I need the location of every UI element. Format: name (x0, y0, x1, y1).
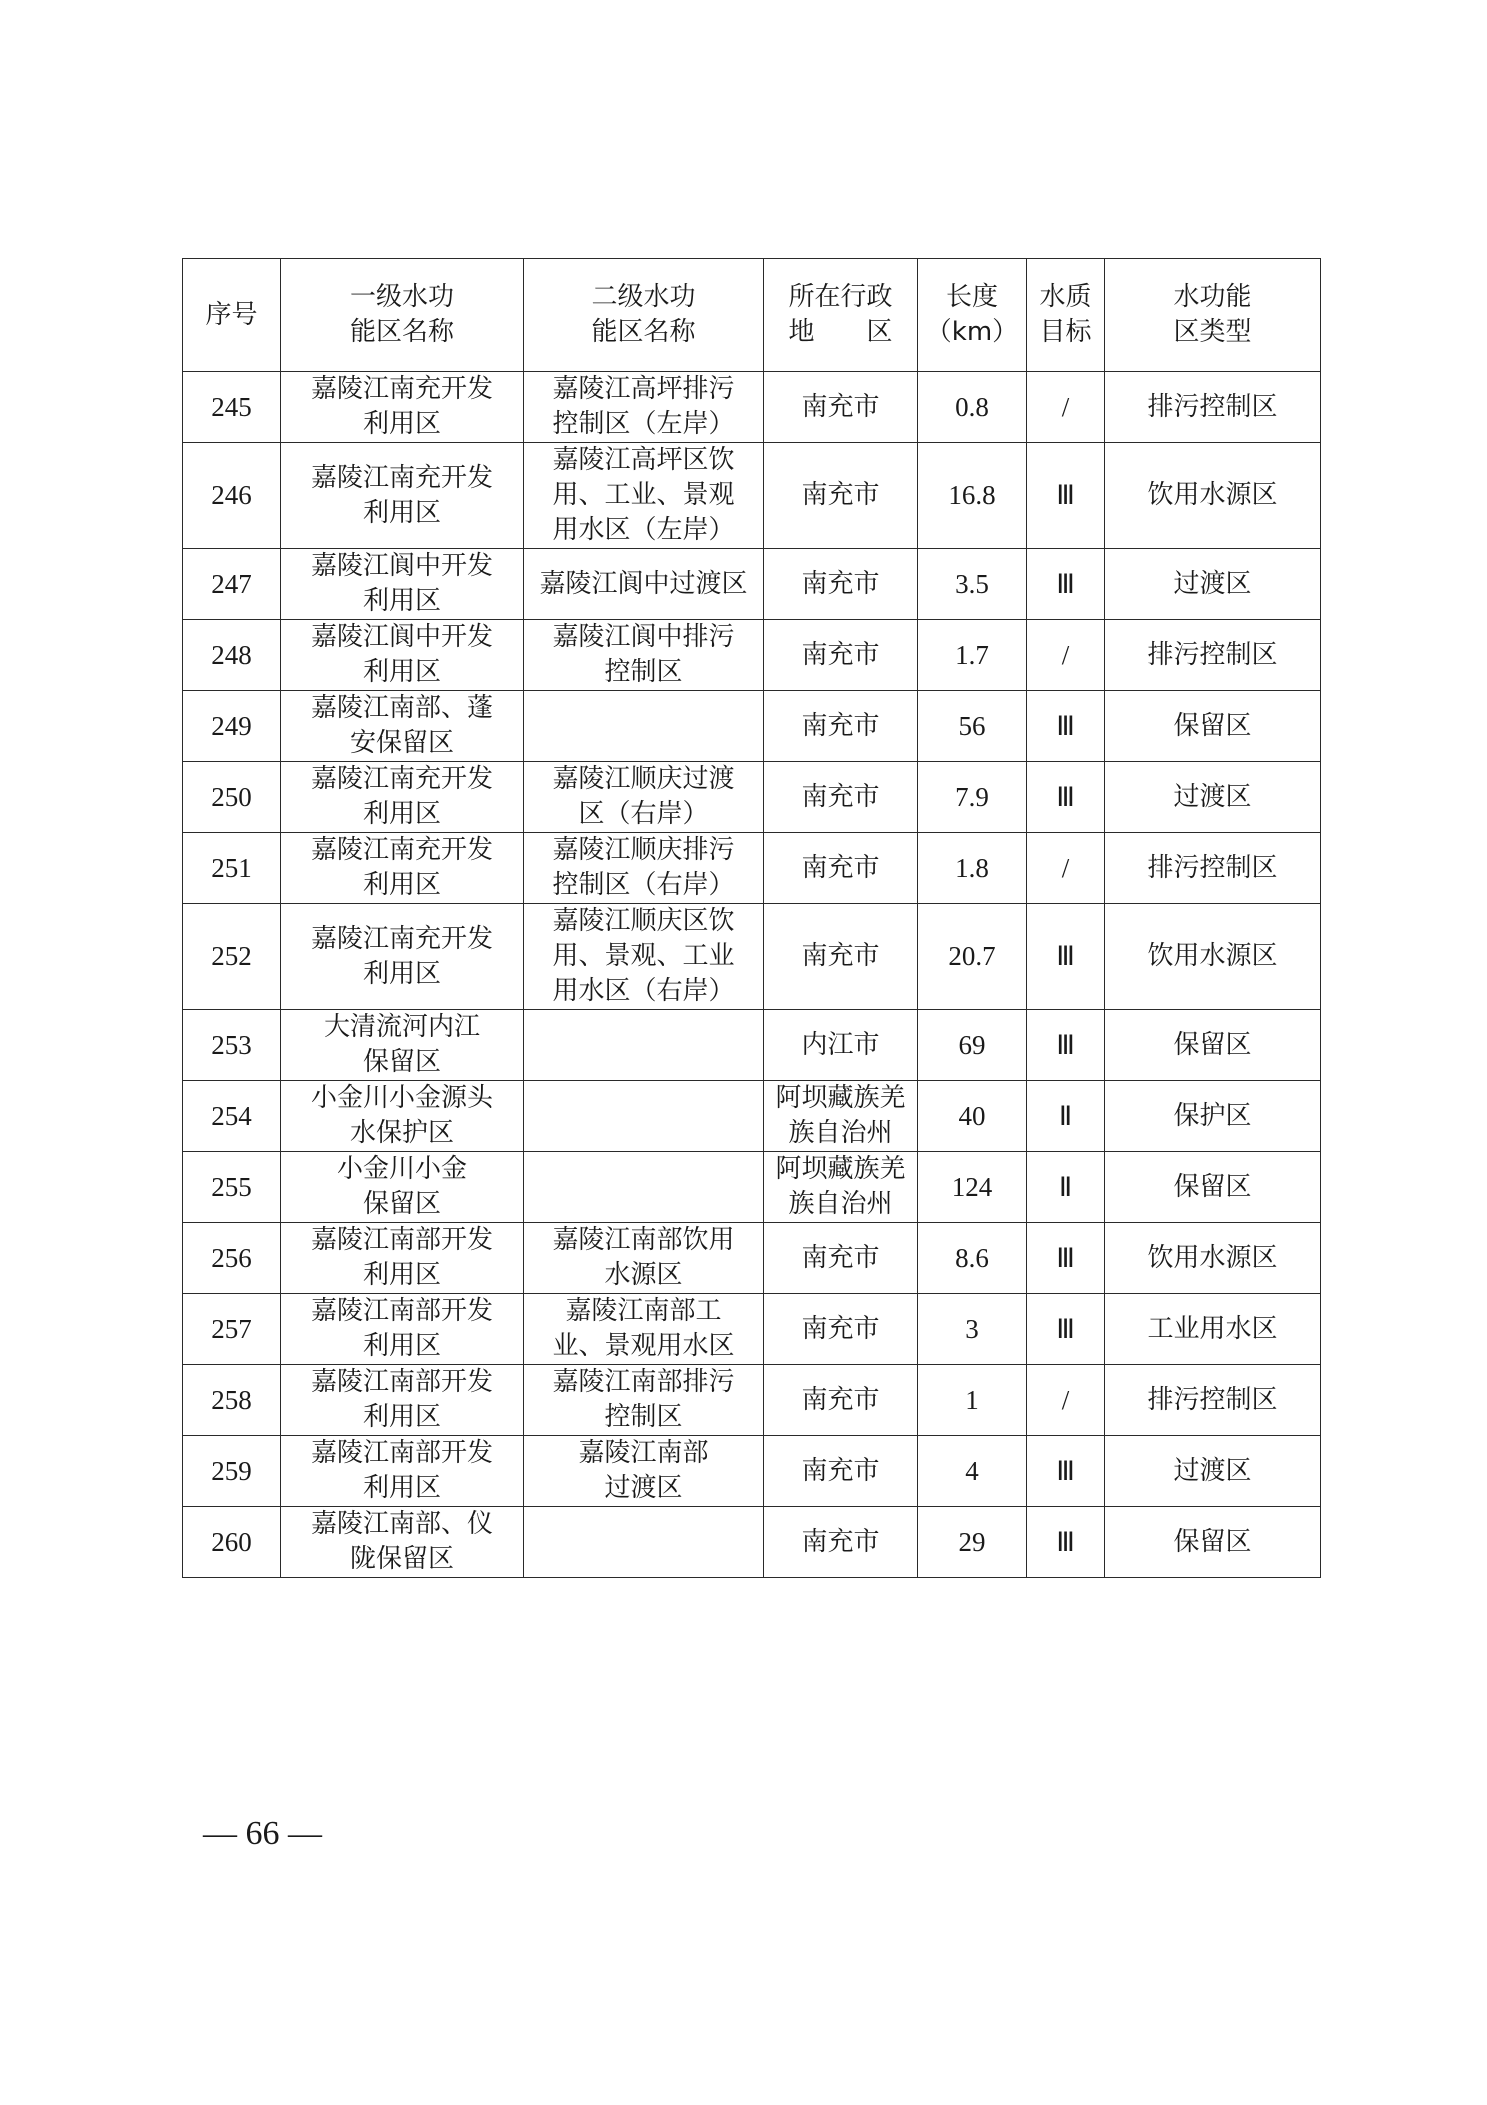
cell-level2-zone-name: 嘉陵江南部 过渡区 (524, 1436, 764, 1507)
cell-zone-type: 保留区 (1105, 1507, 1321, 1578)
cell-zone-type: 过渡区 (1105, 549, 1321, 620)
cell-level1-zone-name: 嘉陵江南充开发 利用区 (281, 904, 524, 1010)
cell-water-quality-target: Ⅲ (1027, 549, 1105, 620)
cell-level1-zone-name: 嘉陵江南部开发 利用区 (281, 1223, 524, 1294)
cell-water-quality-target: Ⅲ (1027, 1507, 1105, 1578)
header-length-km: 长度 （km） (918, 259, 1027, 372)
cell-level1-zone-name: 嘉陵江南部、仪 陇保留区 (281, 1507, 524, 1578)
cell-administrative-region: 南充市 (764, 691, 918, 762)
table-row (183, 1223, 1321, 1294)
cell-serial-number: 257 (183, 1294, 281, 1365)
cell-administrative-region: 南充市 (764, 1365, 918, 1436)
cell-administrative-region: 南充市 (764, 549, 918, 620)
cell-serial-number: 258 (183, 1365, 281, 1436)
cell-administrative-region: 南充市 (764, 1294, 918, 1365)
cell-length-km: 16.8 (918, 443, 1027, 549)
cell-administrative-region: 阿坝藏族羌 族自治州 (764, 1081, 918, 1152)
cell-zone-type: 过渡区 (1105, 762, 1321, 833)
cell-level1-zone-name: 嘉陵江南部、蓬 安保留区 (281, 691, 524, 762)
water-function-zone-table-container (182, 258, 1320, 1578)
cell-length-km: 4 (918, 1436, 1027, 1507)
cell-level2-zone-name (524, 1507, 764, 1578)
cell-level1-zone-name: 嘉陵江南部开发 利用区 (281, 1436, 524, 1507)
cell-length-km: 29 (918, 1507, 1027, 1578)
cell-level2-zone-name (524, 1010, 764, 1081)
cell-serial-number: 252 (183, 904, 281, 1010)
cell-level2-zone-name (524, 691, 764, 762)
cell-zone-type: 排污控制区 (1105, 620, 1321, 691)
cell-administrative-region: 内江市 (764, 1010, 918, 1081)
cell-serial-number: 245 (183, 372, 281, 443)
cell-level2-zone-name: 嘉陵江顺庆过渡 区（右岸） (524, 762, 764, 833)
table-row (183, 372, 1321, 443)
cell-zone-type: 工业用水区 (1105, 1294, 1321, 1365)
cell-length-km: 69 (918, 1010, 1027, 1081)
cell-zone-type: 保留区 (1105, 691, 1321, 762)
table-row (183, 833, 1321, 904)
cell-administrative-region: 阿坝藏族羌 族自治州 (764, 1152, 918, 1223)
table-row (183, 1294, 1321, 1365)
cell-serial-number: 260 (183, 1507, 281, 1578)
cell-length-km: 3.5 (918, 549, 1027, 620)
cell-level1-zone-name: 嘉陵江南充开发 利用区 (281, 833, 524, 904)
cell-level2-zone-name: 嘉陵江阆中排污 控制区 (524, 620, 764, 691)
cell-serial-number: 250 (183, 762, 281, 833)
cell-serial-number: 259 (183, 1436, 281, 1507)
cell-length-km: 124 (918, 1152, 1027, 1223)
cell-length-km: 3 (918, 1294, 1027, 1365)
cell-serial-number: 246 (183, 443, 281, 549)
cell-administrative-region: 南充市 (764, 1436, 918, 1507)
cell-administrative-region: 南充市 (764, 762, 918, 833)
cell-level1-zone-name: 小金川小金 保留区 (281, 1152, 524, 1223)
cell-serial-number: 256 (183, 1223, 281, 1294)
table-row (183, 1507, 1321, 1578)
table-header-row (183, 259, 1321, 372)
cell-administrative-region: 南充市 (764, 1507, 918, 1578)
cell-serial-number: 255 (183, 1152, 281, 1223)
cell-length-km: 40 (918, 1081, 1027, 1152)
table-row (183, 691, 1321, 762)
cell-water-quality-target: Ⅲ (1027, 691, 1105, 762)
table-row (183, 549, 1321, 620)
cell-administrative-region: 南充市 (764, 443, 918, 549)
header-water-quality-target: 水质 目标 (1027, 259, 1105, 372)
cell-level2-zone-name: 嘉陵江南部工 业、景观用水区 (524, 1294, 764, 1365)
cell-level1-zone-name: 嘉陵江南充开发 利用区 (281, 372, 524, 443)
cell-level2-zone-name: 嘉陵江顺庆排污 控制区（右岸） (524, 833, 764, 904)
table-row (183, 620, 1321, 691)
cell-level2-zone-name: 嘉陵江顺庆区饮 用、景观、工业 用水区（右岸） (524, 904, 764, 1010)
cell-water-quality-target: Ⅲ (1027, 1223, 1105, 1294)
cell-water-quality-target: Ⅲ (1027, 762, 1105, 833)
cell-water-quality-target: / (1027, 1365, 1105, 1436)
cell-level2-zone-name: 嘉陵江南部排污 控制区 (524, 1365, 764, 1436)
table-row (183, 1436, 1321, 1507)
cell-level2-zone-name: 嘉陵江南部饮用 水源区 (524, 1223, 764, 1294)
cell-water-quality-target: Ⅱ (1027, 1081, 1105, 1152)
cell-level2-zone-name (524, 1152, 764, 1223)
cell-level1-zone-name: 嘉陵江南充开发 利用区 (281, 443, 524, 549)
cell-serial-number: 249 (183, 691, 281, 762)
header-level1-zone-name: 一级水功 能区名称 (281, 259, 524, 372)
cell-zone-type: 饮用水源区 (1105, 443, 1321, 549)
cell-length-km: 1 (918, 1365, 1027, 1436)
cell-water-quality-target: Ⅲ (1027, 1436, 1105, 1507)
cell-serial-number: 247 (183, 549, 281, 620)
cell-zone-type: 过渡区 (1105, 1436, 1321, 1507)
table-row (183, 1010, 1321, 1081)
cell-level2-zone-name (524, 1081, 764, 1152)
cell-zone-type: 保护区 (1105, 1081, 1321, 1152)
cell-level1-zone-name: 嘉陵江阆中开发 利用区 (281, 620, 524, 691)
cell-length-km: 7.9 (918, 762, 1027, 833)
table-row (183, 1081, 1321, 1152)
cell-zone-type: 排污控制区 (1105, 833, 1321, 904)
table-row (183, 904, 1321, 1010)
cell-serial-number: 248 (183, 620, 281, 691)
cell-level1-zone-name: 嘉陵江南充开发 利用区 (281, 762, 524, 833)
water-function-zone-table (182, 258, 1321, 1578)
cell-length-km: 8.6 (918, 1223, 1027, 1294)
header-zone-type: 水功能 区类型 (1105, 259, 1321, 372)
table-row (183, 443, 1321, 549)
cell-administrative-region: 南充市 (764, 1223, 918, 1294)
table-row (183, 762, 1321, 833)
cell-serial-number: 251 (183, 833, 281, 904)
cell-level1-zone-name: 嘉陵江南部开发 利用区 (281, 1365, 524, 1436)
table-row (183, 1365, 1321, 1436)
cell-water-quality-target: Ⅲ (1027, 1294, 1105, 1365)
page-number: — 66 — (203, 1815, 322, 1852)
header-serial-number: 序号 (183, 259, 281, 372)
cell-administrative-region: 南充市 (764, 904, 918, 1010)
header-level2-zone-name: 二级水功 能区名称 (524, 259, 764, 372)
cell-level1-zone-name: 小金川小金源头 水保护区 (281, 1081, 524, 1152)
cell-water-quality-target: Ⅲ (1027, 904, 1105, 1010)
cell-administrative-region: 南充市 (764, 620, 918, 691)
cell-zone-type: 饮用水源区 (1105, 904, 1321, 1010)
cell-level1-zone-name: 嘉陵江南部开发 利用区 (281, 1294, 524, 1365)
cell-serial-number: 254 (183, 1081, 281, 1152)
cell-zone-type: 饮用水源区 (1105, 1223, 1321, 1294)
table-row (183, 1152, 1321, 1223)
table-body (183, 372, 1321, 1578)
cell-length-km: 20.7 (918, 904, 1027, 1010)
cell-level2-zone-name: 嘉陵江阆中过渡区 (524, 549, 764, 620)
cell-serial-number: 253 (183, 1010, 281, 1081)
cell-water-quality-target: / (1027, 620, 1105, 691)
cell-water-quality-target: Ⅲ (1027, 443, 1105, 549)
cell-administrative-region: 南充市 (764, 833, 918, 904)
cell-zone-type: 保留区 (1105, 1152, 1321, 1223)
cell-zone-type: 排污控制区 (1105, 372, 1321, 443)
cell-water-quality-target: Ⅲ (1027, 1010, 1105, 1081)
cell-length-km: 1.8 (918, 833, 1027, 904)
cell-water-quality-target: / (1027, 372, 1105, 443)
cell-length-km: 0.8 (918, 372, 1027, 443)
cell-water-quality-target: / (1027, 833, 1105, 904)
cell-water-quality-target: Ⅱ (1027, 1152, 1105, 1223)
cell-length-km: 1.7 (918, 620, 1027, 691)
cell-administrative-region: 南充市 (764, 372, 918, 443)
cell-zone-type: 排污控制区 (1105, 1365, 1321, 1436)
cell-level1-zone-name: 嘉陵江阆中开发 利用区 (281, 549, 524, 620)
header-administrative-region: 所在行政 地 区 (764, 259, 918, 372)
cell-level2-zone-name: 嘉陵江高坪排污 控制区（左岸） (524, 372, 764, 443)
cell-level2-zone-name: 嘉陵江高坪区饮 用、工业、景观 用水区（左岸） (524, 443, 764, 549)
cell-level1-zone-name: 大清流河内江 保留区 (281, 1010, 524, 1081)
cell-length-km: 56 (918, 691, 1027, 762)
cell-zone-type: 保留区 (1105, 1010, 1321, 1081)
